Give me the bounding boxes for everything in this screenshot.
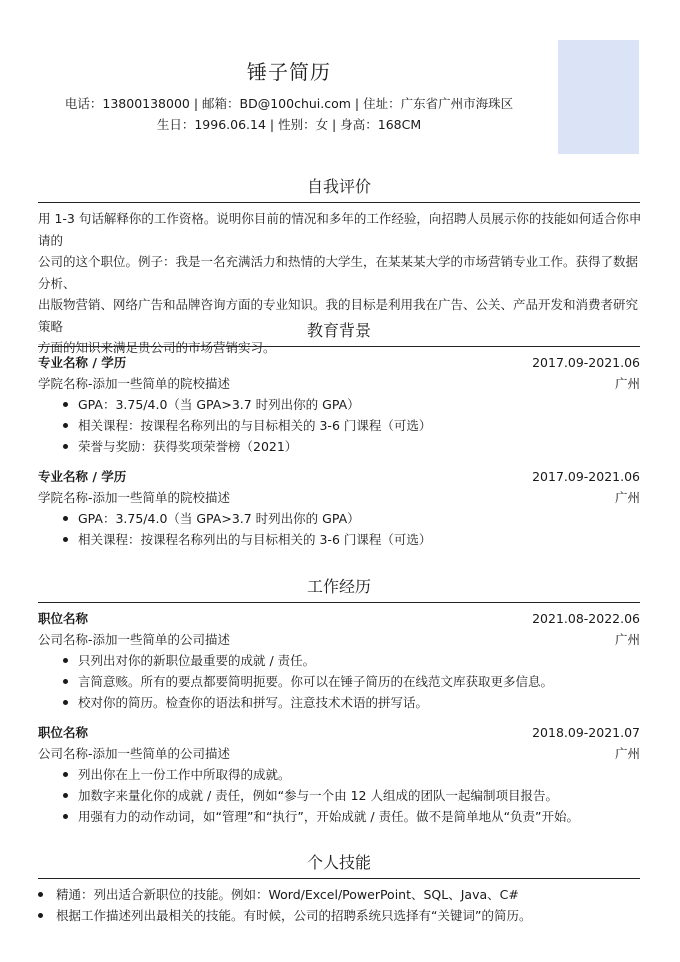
work-header-row xyxy=(38,608,640,629)
bullet-icon xyxy=(63,516,68,521)
bullet-icon xyxy=(63,444,68,449)
bullet-icon xyxy=(63,793,68,798)
work-date: 2018.09-2021.07 xyxy=(532,725,640,740)
list-item: 加数字来量化你的成就 / 责任，例如“参与一个由 12 人组成的团队一起编制项目报告。 xyxy=(38,785,640,806)
section-title-education: 教育背景 xyxy=(38,320,640,347)
bullet-icon xyxy=(38,892,43,897)
list-item: 荣誉与奖励：获得奖项荣誉榜（2021） xyxy=(38,436,640,457)
list-item: 列出你在上一份工作中所取得的成就。 xyxy=(38,764,640,785)
bullet-icon xyxy=(63,700,68,705)
work-bullets xyxy=(38,764,640,827)
list-item: 精通：列出适合新职位的技能。例如：Word/Excel/PowerPoint、SQL、Java、C# xyxy=(38,884,640,905)
bullet-icon xyxy=(63,658,68,663)
school-city: 广州 xyxy=(614,376,640,391)
contact-info-line: 电话：13800138000 | 邮箱：BD@100chui.com | 住址：广东省广州市海珠区 xyxy=(64,96,514,111)
self-eval-line: 方面的知识来满足贵公司的市场营销实习。 xyxy=(38,340,276,355)
list-item: 根据工作描述列出最相关的技能。有时候，公司的招聘系统只选择有“关键词”的简历。 xyxy=(38,905,640,926)
major-degree: 专业名称 / 学历 xyxy=(38,355,127,370)
skills-list xyxy=(38,884,640,926)
list-item: 校对你的简历。检查你的语法和拼写。注意技术术语的拼写话。 xyxy=(38,692,640,713)
position-title: 职位名称 xyxy=(38,725,89,740)
education-date: 2017.09-2021.06 xyxy=(532,469,640,484)
bullet-icon xyxy=(38,913,43,918)
list-item: 相关课程：按课程名称列出的与目标相关的 3-6 门课程（可选） xyxy=(38,415,640,436)
resume-header xyxy=(0,0,680,170)
list-item: 言简意赅。所有的要点都要简明扼要。你可以在锤子简历的在线范文库获取更多信息。 xyxy=(38,671,640,692)
photo-placeholder xyxy=(558,40,639,154)
position-title: 职位名称 xyxy=(38,611,89,626)
work-date: 2021.08-2022.06 xyxy=(532,611,640,626)
major-degree: 专业名称 / 学历 xyxy=(38,469,127,484)
skills-bullets xyxy=(38,884,640,926)
bullet-icon xyxy=(63,772,68,777)
section-title-work: 工作经历 xyxy=(38,576,640,603)
section-title-skills: 个人技能 xyxy=(38,852,640,879)
school-name: 学院名称-添加一些简单的院校描述 xyxy=(38,490,231,505)
education-date: 2017.09-2021.06 xyxy=(532,355,640,370)
list-item: 只列出对你的新职位最重要的成就 / 责任。 xyxy=(38,650,640,671)
education-header-row xyxy=(38,352,640,373)
list-item: 相关课程：按课程名称列出的与目标相关的 3-6 门课程（可选） xyxy=(38,529,640,550)
company-city: 广州 xyxy=(614,632,640,647)
self-eval-line: 公司的这个职位。例子：我是一名充满活力和热情的大学生，在某某某大学的市场营销专业工作。获得了数据分析、 xyxy=(38,254,639,291)
education-entry xyxy=(38,466,640,550)
bullet-icon xyxy=(63,423,68,428)
work-entry xyxy=(38,608,640,713)
work-bullets xyxy=(38,650,640,713)
bullet-icon xyxy=(63,679,68,684)
company-city: 广州 xyxy=(614,746,640,761)
resume-name: 锤子简历 xyxy=(247,60,331,84)
self-eval-line: 用 1-3 句话解释你的工作资格。说明你目前的情况和多年的工作经验，向招聘人员展示你的技能如何适合你申请的 xyxy=(38,211,642,248)
school-row xyxy=(38,487,640,508)
list-item: GPA：3.75/4.0（当 GPA>3.7 时列出你的 GPA） xyxy=(38,394,640,415)
bullet-icon xyxy=(63,402,68,407)
school-city: 广州 xyxy=(614,490,640,505)
list-item: GPA：3.75/4.0（当 GPA>3.7 时列出你的 GPA） xyxy=(38,508,640,529)
company-name: 公司名称-添加一些简单的公司描述 xyxy=(38,632,231,647)
company-row xyxy=(38,743,640,764)
self-eval-line: 出版物营销、网络广告和品牌咨询方面的专业知识。我的目标是利用我在广告、公关、产品开发和消费者研究策略 xyxy=(38,297,639,334)
education-bullets xyxy=(38,508,640,550)
bullet-icon xyxy=(63,537,68,542)
personal-info-line: 生日：1996.06.14 | 性别：女 | 身高：168CM xyxy=(156,117,422,132)
work-header-row xyxy=(38,722,640,743)
education-entry xyxy=(38,352,640,457)
bullet-icon xyxy=(63,814,68,819)
school-name: 学院名称-添加一些简单的院校描述 xyxy=(38,376,231,391)
work-entry xyxy=(38,722,640,827)
section-title-self-eval: 自我评价 xyxy=(38,176,640,203)
company-name: 公司名称-添加一些简单的公司描述 xyxy=(38,746,231,761)
education-header-row xyxy=(38,466,640,487)
list-item: 用强有力的动作动词，如“管理”和“执行”，开始成就 / 责任。做不是简单地从“负责”开始。 xyxy=(38,806,640,827)
school-row xyxy=(38,373,640,394)
education-bullets xyxy=(38,394,640,457)
company-row xyxy=(38,629,640,650)
